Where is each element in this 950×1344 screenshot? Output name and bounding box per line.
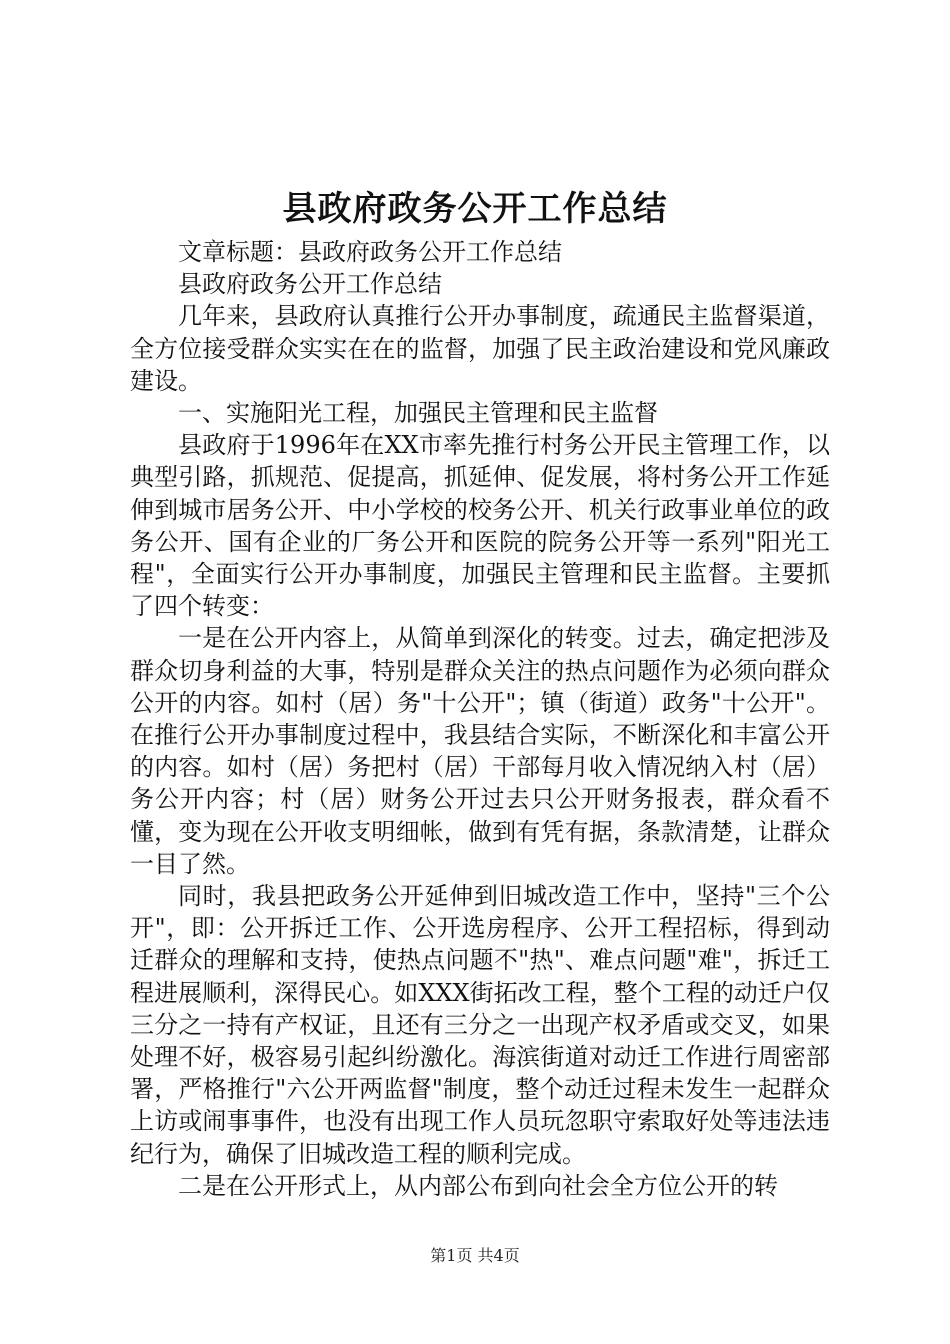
paragraph-subtitle: 县政府政务公开工作总结: [178, 270, 442, 299]
document-title: 县政府政务公开工作总结: [282, 189, 668, 229]
section-heading-1: 一、实施阳光工程，加强民主管理和民主监督: [178, 399, 658, 428]
paragraph-intro: 几年来，县政府认真推行公开办事制度，疏通民主监督渠道，全方位接受群众实实在在的监督，加强了民主政治建设和党风廉政建设。: [130, 302, 830, 395]
paragraph-sunshine-project: 县政府于1996年在XX市率先推行村务公开民主管理工作，以典型引路，抓规范、促提高，抓延伸、促发展，将村务公开工作延伸到城市居务公开、中小学校的校务公开、机关行政事业单位的政务公开、国有企业的厂务公开和医院的院务公开等一系列"阳光工程"，全面实行公开办事制度，加强民主管理和民主监督。主要抓了四个转变：: [130, 431, 830, 621]
page-indicator: 第1页 共4页: [430, 1246, 520, 1265]
paragraph-form-transition: 二是在公开形式上，从内部公布到向社会全方位公开的转: [178, 1171, 778, 1200]
document-body: [130, 236, 830, 1202]
paragraph-old-city-renovation: 同时，我县把政务公开延伸到旧城改造工作中，坚持"三个公开"，即：公开拆迁工作、公开选房程序、公开工程招标，得到动迁群众的理解和支持，使热点问题不"热"、难点问题"难"，拆迁工程进展顺利，深得民心。如XXX街拓改工程，整个工程的动迁户仅三分之一持有产权证，且还有三分之一出现产权矛盾或交叉，如果处理不好，极容易引起纠纷激化。海滨街道对动迁工作进行周密部署，严格推行"六公开两监督"制度，整个动迁过程未发生一起群众上访或闹事事件，也没有出现工作人员玩忽职守索取好处等违法违纪行为，确保了旧城改造工程的顺利完成。: [130, 882, 830, 1168]
paragraph-content-transition: 一是在公开内容上，从简单到深化的转变。过去，确定把涉及群众切身利益的大事，特别是群众关注的热点问题作为必须向群众公开的内容。如村（居）务"十公开"；镇（街道）政务"十公开"。在推行公开办事制度过程中，我县结合实际，不断深化和丰富公开的内容。如村（居）务把村（居）干部每月收入情况纳入村（居）务公开内容；村（居）财务公开过去只公开财务报表，群众看不懂，变为现在公开收支明细帐，做到有凭有据，条款清楚，让群众一目了然。: [130, 624, 830, 878]
paragraph-article-label: 文章标题：县政府政务公开工作总结: [178, 238, 562, 266]
